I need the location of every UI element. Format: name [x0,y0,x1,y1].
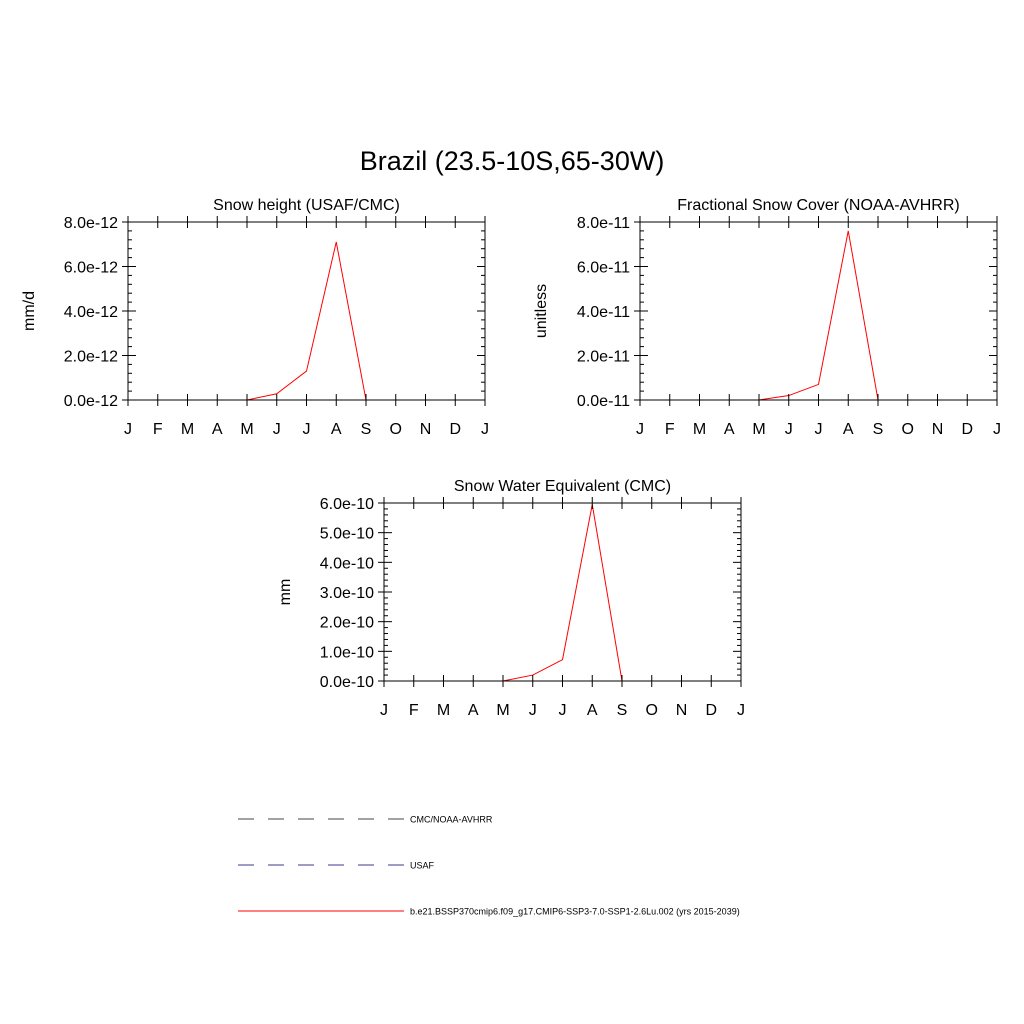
y-tick-label: 2.0e-12 [63,348,118,366]
x-tick-label: A [211,421,223,438]
x-tick-label: N [419,421,432,438]
series-line-b-e21-bssp370cmip6-f09-g [640,231,997,400]
x-tick-label: J [481,421,489,438]
x-tick-label: J [272,421,281,438]
x-tick-label: M [240,421,254,438]
x-tick-label: J [528,702,537,719]
x-tick-label: S [360,421,372,438]
x-tick-label: A [330,421,342,438]
x-tick-label: J [993,421,1001,438]
x-tick-label: M [436,702,451,719]
x-tick-label: O [645,702,658,719]
y-tick-label: 4.0e-12 [63,304,118,321]
plot-frame [128,222,485,400]
x-tick-label: D [449,421,462,438]
y-tick-label: 5.0e-10 [319,525,374,543]
chart-panels [21,197,1001,719]
x-tick-label: M [496,702,510,719]
y-tick-label: 1.0e-10 [319,644,374,662]
x-tick-label: N [931,421,944,438]
x-tick-label: A [467,702,479,719]
x-tick-label: J [302,421,311,438]
x-tick-label: O [901,421,914,438]
x-tick-label: J [124,421,132,438]
y-tick-label: 6.0e-10 [319,496,374,513]
y-tick-label: 0.0e-10 [319,674,374,691]
x-tick-label: S [616,702,628,719]
chart-title: Snow height (USAF/CMC) [213,197,400,214]
x-tick-label: A [842,421,854,438]
x-tick-label: J [737,702,745,719]
x-tick-label: A [723,421,735,438]
y-tick-label: 4.0e-10 [319,555,374,573]
x-tick-label: O [389,421,402,438]
x-tick-label: F [664,421,675,438]
series-line-b-e21-bssp370cmip6-f09-g [128,242,485,400]
x-tick-label: N [675,702,688,719]
x-tick-label: J [558,702,567,719]
y-tick-label: 2.0e-11 [576,348,630,366]
chart-title: Snow Water Equivalent (CMC) [453,478,672,495]
plot-frame [384,503,741,681]
y-tick-label: 0.0e-11 [576,393,630,410]
x-tick-label: A [586,702,598,719]
x-tick-label: D [961,421,974,438]
y-axis-label: unitless [533,283,550,339]
series-line-b-e21-bssp370cmip6-f09-g [384,504,741,681]
x-tick-label: S [872,421,884,438]
x-tick-label: F [152,421,163,438]
y-tick-label: 2.0e-10 [319,614,374,632]
y-axis-label: mm/d [21,291,38,331]
y-axis-label: mm [277,578,294,606]
x-tick-label: D [705,702,718,719]
y-tick-label: 6.0e-11 [576,259,630,277]
x-tick-label: J [636,421,644,438]
legend-label-1: CMC/NOAA-AVHRR [410,814,493,825]
x-tick-label: J [814,421,823,438]
legend [238,815,740,917]
plot-frame [640,222,997,400]
x-tick-label: M [180,421,195,438]
legend-label-3: b.e21.BSSP370cmip6.f09_g17.CMIP6-SSP3-7.0-SSP1-2.6Lu.002 (yrs 2015-2039) [410,906,740,917]
y-tick-label: 8.0e-11 [576,215,630,232]
y-tick-label: 0.0e-12 [63,393,118,410]
legend-label-2: USAF [410,860,435,871]
chart-panel-1 [21,197,489,438]
x-tick-label: J [784,421,793,438]
x-tick-label: F [408,702,419,719]
x-tick-label: J [380,702,388,719]
x-tick-label: M [752,421,766,438]
x-tick-label: M [692,421,707,438]
y-tick-label: 4.0e-11 [576,304,630,321]
chart-panel-2 [533,197,1001,438]
y-tick-label: 3.0e-10 [319,585,374,602]
y-tick-label: 8.0e-12 [63,215,118,232]
chart-panel-3 [277,478,745,719]
y-tick-label: 6.0e-12 [63,259,118,277]
figure-title: Brazil (23.5-10S,65-30W) [359,146,665,176]
chart-title: Fractional Snow Cover (NOAA-AVHRR) [677,197,960,214]
